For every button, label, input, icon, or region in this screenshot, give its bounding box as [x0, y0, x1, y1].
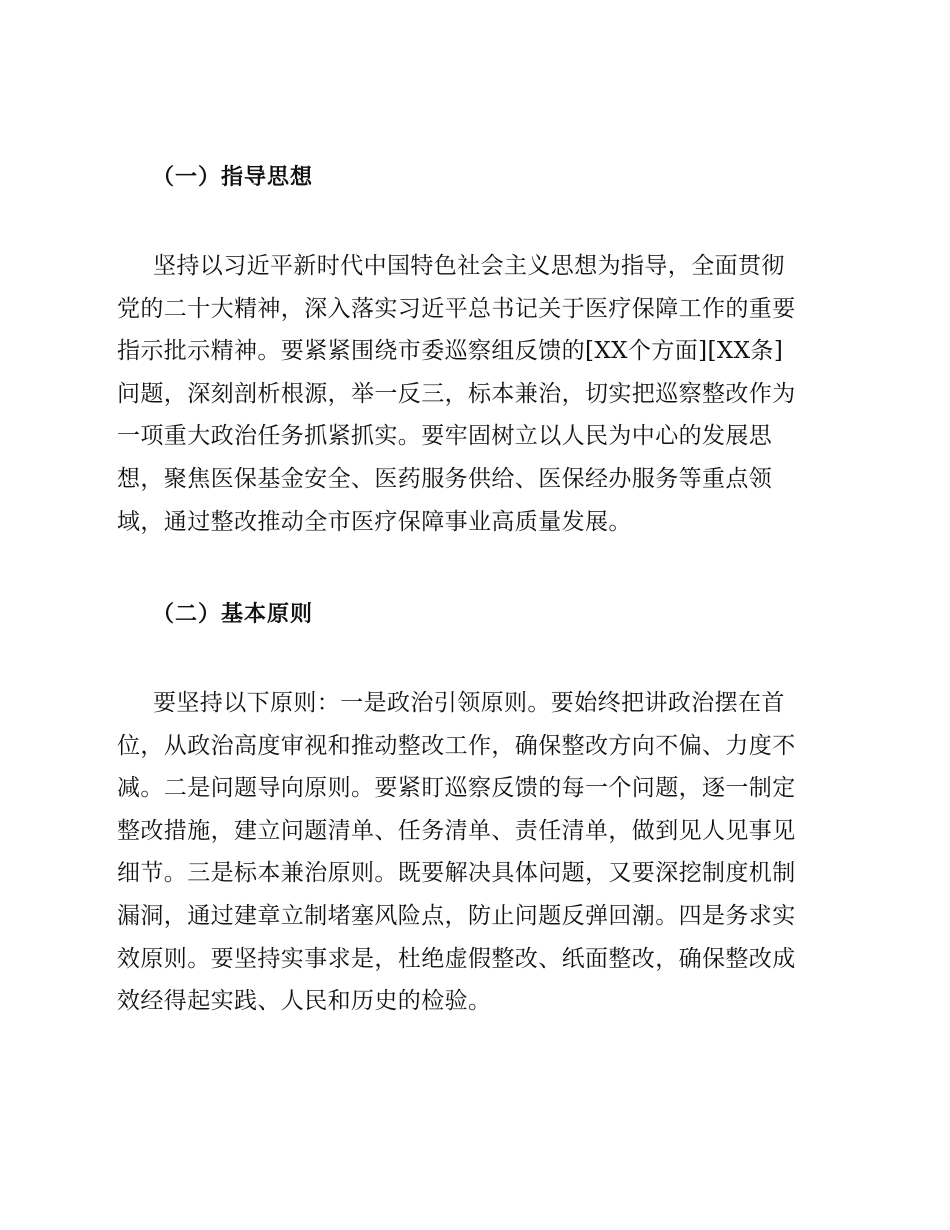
section-heading-basic-principles: （二）基本原则 [152, 602, 314, 627]
paragraph-basic-principles [117, 682, 837, 1023]
paragraph-line: 党的二十大精神，深入落实习近平总书记关于医疗保障工作的重要 [117, 295, 796, 322]
paragraph-line: 位，从政治高度审视和推动整改工作，确保整改方向不偏、力度不 [117, 732, 796, 759]
paragraph-guiding-ideology [117, 245, 837, 543]
paragraph-line: 域，通过整改推动全市医疗保障事业高质量发展。 [117, 508, 632, 535]
paragraph-line: 要坚持以下原则：一是政治引领原则。要始终把讲政治摆在首 [153, 690, 785, 716]
section-heading-guiding-ideology: （一）指导思想 [152, 165, 314, 190]
paragraph-line: 漏洞，通过建章立制堵塞风险点，防止问题反弹回潮。四是务求实 [117, 902, 796, 929]
paragraph-line: 坚持以习近平新时代中国特色社会主义思想为指导，全面贯彻 [153, 253, 785, 279]
paragraph-line: 效经得起实践、人民和历史的检验。 [117, 988, 492, 1015]
paragraph-line: 想，聚焦医保基金安全、医药服务供给、医保经办服务等重点领 [117, 465, 773, 492]
paragraph-line: 细节。三是标本兼治原则。既要解决具体问题，又要深挖制度机制 [117, 860, 796, 887]
paragraph-line: 整改措施，建立问题清单、任务清单、责任清单，做到见人见事见 [117, 817, 796, 844]
paragraph-line: 指示批示精神。要紧紧围绕市委巡察组反馈的[XX个方面][XX条] [117, 338, 784, 365]
paragraph-line: 减。二是问题导向原则。要紧盯巡察反馈的每一个问题，逐一制定 [117, 775, 796, 802]
paragraph-line: 效原则。要坚持实事求是，杜绝虚假整改、纸面整改，确保整改成 [117, 945, 796, 972]
paragraph-line: 问题，深刻剖析根源，举一反三，标本兼治，切实把巡察整改作为 [117, 380, 796, 407]
paragraph-line: 一项重大政治任务抓紧抓实。要牢固树立以人民为中心的发展思 [117, 423, 773, 450]
